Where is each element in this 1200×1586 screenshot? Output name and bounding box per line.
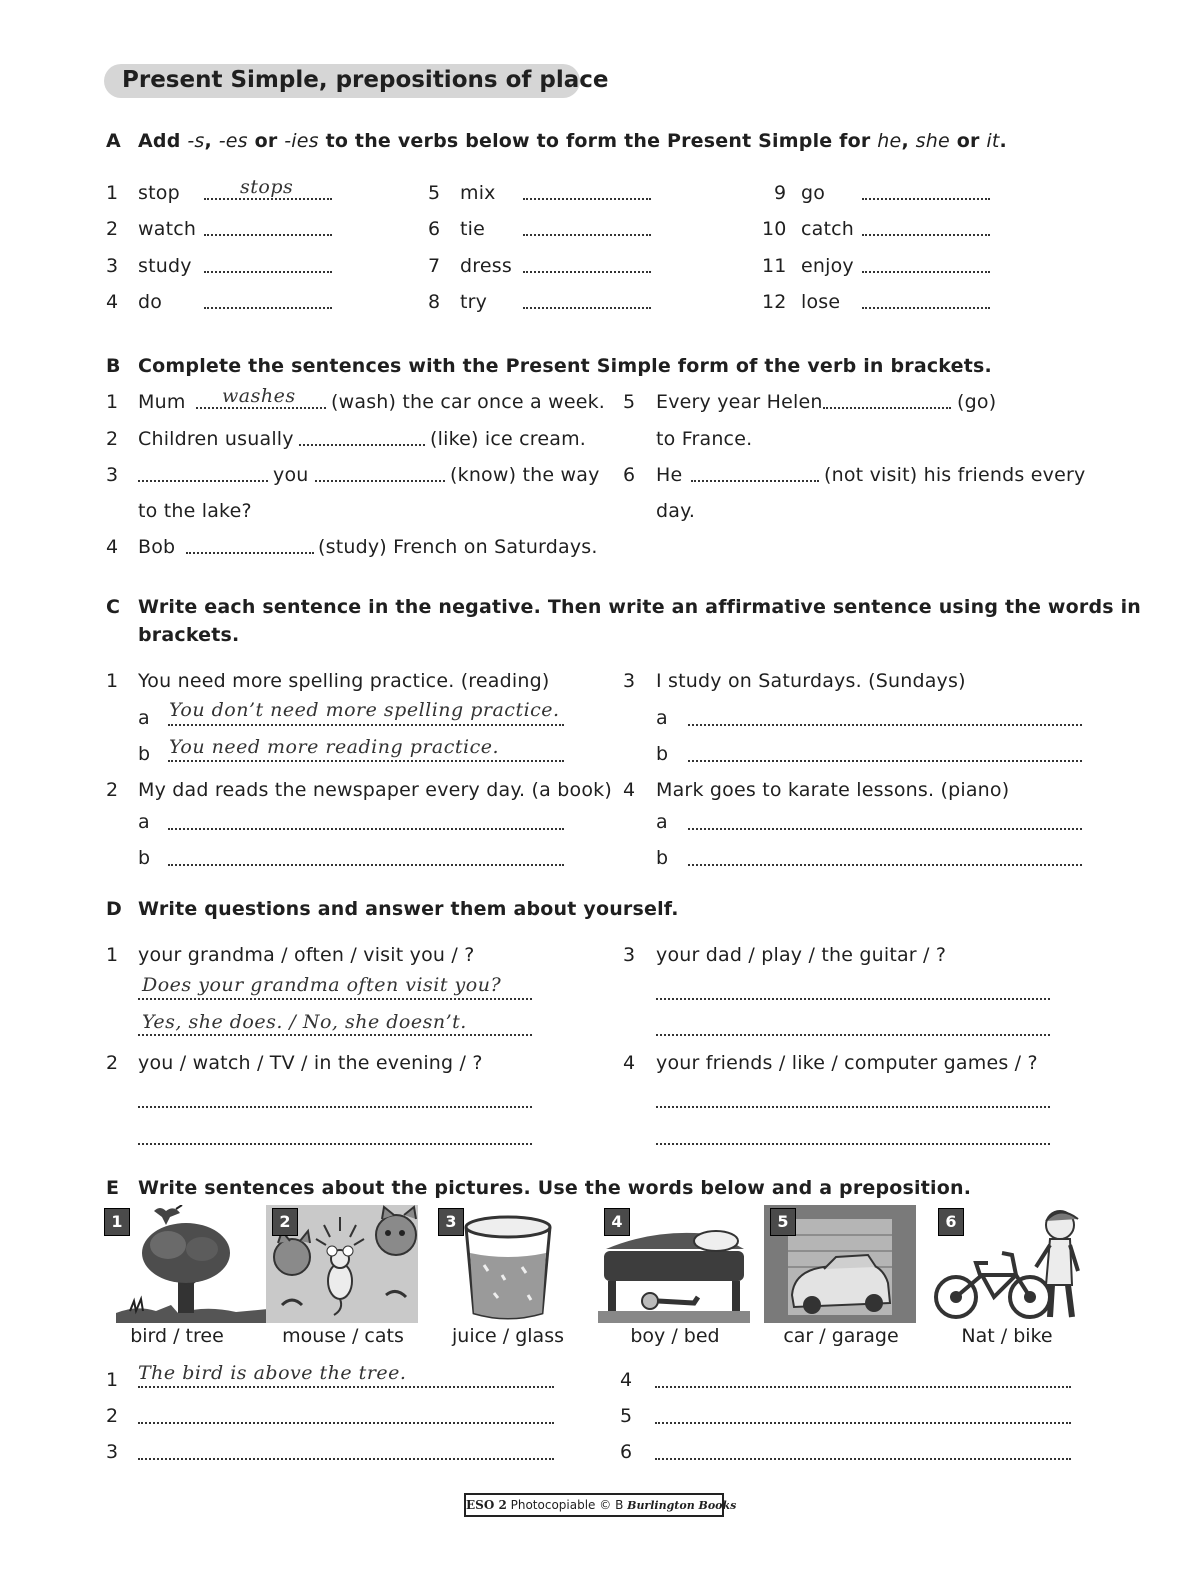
picture-number-badge: 3 [438,1208,464,1236]
answer-line[interactable] [168,760,564,762]
item-number: 4 [106,536,119,558]
item-number: 5 [428,182,441,204]
label-b: b [656,847,669,869]
item-number: 2 [106,1052,119,1074]
section-a-letter: A [106,130,121,152]
picture-number-badge: 1 [104,1208,130,1236]
sentence-text: day. [656,500,696,522]
verb-label: tie [460,218,486,240]
footer-level: ESO 2 [466,1498,507,1512]
answer-line[interactable] [138,1422,554,1424]
picture-number-badge: 5 [770,1208,796,1236]
handwritten-answer: You need more reading practice. [169,736,500,758]
picture-caption: juice / glass [452,1325,564,1347]
prompt-text: you / watch / TV / in the evening / ? [138,1052,483,1074]
sentence-text: Children usually [138,428,294,450]
answer-line[interactable] [862,234,990,236]
item-number: 11 [762,255,787,277]
footer-label: Photocopiable [510,1498,596,1512]
verb-label: stop [138,182,180,204]
answer-line[interactable] [138,1386,554,1388]
section-c-letter: C [106,596,121,618]
picture-number-badge: 6 [938,1208,964,1236]
answer-line[interactable] [523,234,651,236]
item-number: 4 [623,1052,636,1074]
sentence-text: You need more spelling practice. (reading) [138,670,550,692]
verb-label: catch [801,218,855,240]
bird-tree-icon [116,1205,268,1323]
label-b: b [138,847,151,869]
answer-line[interactable] [204,307,332,309]
section-b-letter: B [106,355,121,377]
label-b: b [138,743,151,765]
sentence-text: I study on Saturdays. (Sundays) [656,670,966,692]
item-number: 6 [623,464,636,486]
sentence-text: He [656,464,683,486]
item-number: 12 [762,291,787,313]
item-number: 2 [106,779,119,801]
answer-line[interactable] [688,828,1082,830]
answer-line[interactable] [168,828,564,830]
section-d-letter: D [106,898,122,920]
handwritten-answer: washes [222,385,296,407]
answer-line[interactable] [656,1106,1050,1108]
sentence-text: Mum [138,391,186,413]
answer-line[interactable] [168,864,564,866]
picture-caption: boy / bed [630,1325,720,1347]
sentence-text: Mark goes to karate lessons. (piano) [656,779,1010,801]
item-number: 4 [620,1369,633,1391]
sentence-text: Every year Helen [656,391,823,413]
item-number: 6 [620,1441,633,1463]
answer-line[interactable] [138,1034,532,1036]
handwritten-answer: stops [240,176,294,198]
answer-line[interactable] [138,1143,532,1145]
sentence-text: (like) ice cream. [430,428,587,450]
section-c-instruction-cont: brackets. [138,624,240,646]
prompt-text: your friends / like / computer games / ? [656,1052,1038,1074]
section-d-instruction: Write questions and answer them about yourself. [138,898,679,920]
item-number: 2 [106,428,119,450]
answer-line[interactable] [138,1106,532,1108]
item-number: 1 [106,944,119,966]
answer-line[interactable] [204,271,332,273]
item-number: 3 [106,255,119,277]
answer-line[interactable] [656,998,1050,1000]
section-a-instruction: Add -s, -es or -ies to the verbs below to form the Present Simple for he, she or it. [138,130,1007,152]
picture-number-badge: 2 [272,1208,298,1236]
picture-caption: car / garage [783,1325,899,1347]
handwritten-question: Does your grandma often visit you? [142,974,502,996]
item-number: 1 [106,670,119,692]
item-number: 6 [428,218,441,240]
answer-line[interactable] [523,271,651,273]
label-a: a [138,811,150,833]
sentence-text: you [273,464,309,486]
answer-line[interactable] [688,864,1082,866]
sentence-text: My dad reads the newspaper every day. (a book) [138,779,612,801]
label-a: a [656,707,668,729]
answer-line[interactable] [523,198,651,200]
picture-caption: mouse / cats [282,1325,404,1347]
answer-line[interactable] [691,480,819,482]
answer-line[interactable] [138,480,268,482]
item-number: 7 [428,255,441,277]
prompt-text: your grandma / often / visit you / ? [138,944,475,966]
handwritten-answer: Yes, she does. / No, she doesn’t. [142,1011,467,1033]
sentence-text: (know) the way [450,464,600,486]
section-b-instruction: Complete the sentences with the Present Simple form of the verb in brackets. [138,355,992,377]
verb-label: try [460,291,488,313]
item-number: 8 [428,291,441,313]
answer-line[interactable] [299,444,425,446]
answer-line[interactable] [656,1143,1050,1145]
answer-line[interactable] [862,198,990,200]
answer-line[interactable] [204,234,332,236]
answer-line[interactable] [862,307,990,309]
answer-line[interactable] [138,1458,554,1460]
verb-label: dress [460,255,512,277]
item-number: 3 [623,944,636,966]
picture-number-badge: 4 [604,1208,630,1236]
item-number: 4 [106,291,119,313]
answer-line[interactable] [168,724,564,726]
answer-line[interactable] [655,1386,1071,1388]
item-number: 4 [623,779,636,801]
answer-line[interactable] [656,1034,1050,1036]
answer-line[interactable] [138,998,532,1000]
item-number: 9 [774,182,787,204]
verb-label: lose [801,291,841,313]
item-number: 1 [106,391,119,413]
photocopiable-footer [464,1493,737,1517]
answer-line[interactable] [523,307,651,309]
answer-line[interactable] [196,407,326,409]
worksheet-title-pill [104,64,609,98]
section-e-instruction: Write sentences about the pictures. Use the words below and a preposition. [138,1177,972,1199]
sentence-text: to France. [656,428,753,450]
answer-line[interactable] [823,407,951,409]
sentence-text: Bob [138,536,176,558]
sentence-text: (wash) the car once a week. [331,391,606,413]
verb-label: study [138,255,192,277]
label-a: a [656,811,668,833]
footer-copyright: © B [599,1498,624,1512]
sentence-text: to the lake? [138,500,252,522]
sentence-text: (go) [957,391,997,413]
footer-publisher: Burlington Books [627,1499,737,1512]
item-number: 10 [762,218,787,240]
label-b: b [656,743,669,765]
item-number: 1 [106,1369,119,1391]
verb-label: go [801,182,826,204]
sentence-text: (not visit) his friends every [824,464,1086,486]
picture-caption: bird / tree [130,1325,224,1347]
picture-caption: Nat / bike [961,1325,1053,1347]
answer-line[interactable] [862,271,990,273]
label-a: a [138,707,150,729]
item-number: 5 [620,1405,633,1427]
item-number: 1 [106,182,119,204]
sentence-text: (study) French on Saturdays. [318,536,598,558]
verb-label: watch [138,218,197,240]
item-number: 3 [623,670,636,692]
worksheet-title: Present Simple, prepositions of place [122,67,609,93]
answer-line[interactable] [315,480,445,482]
item-number: 5 [623,391,636,413]
item-number: 2 [106,218,119,240]
section-e-letter: E [106,1177,120,1199]
section-c-instruction: Write each sentence in the negative. Then write an affirmative sentence using the words in [138,596,1142,618]
verb-label: do [138,291,163,313]
answer-line[interactable] [688,724,1082,726]
item-number: 3 [106,1441,119,1463]
item-number: 3 [106,464,119,486]
verb-label: enjoy [801,255,854,277]
answer-line[interactable] [655,1458,1071,1460]
answer-line[interactable] [655,1422,1071,1424]
answer-line[interactable] [204,198,332,200]
verb-label: mix [460,182,496,204]
handwritten-answer: You don’t need more spelling practice. [169,699,560,721]
answer-line[interactable] [688,760,1082,762]
item-number: 2 [106,1405,119,1427]
prompt-text: your dad / play / the guitar / ? [656,944,947,966]
answer-line[interactable] [186,552,314,554]
handwritten-answer: The bird is above the tree. [138,1362,407,1384]
